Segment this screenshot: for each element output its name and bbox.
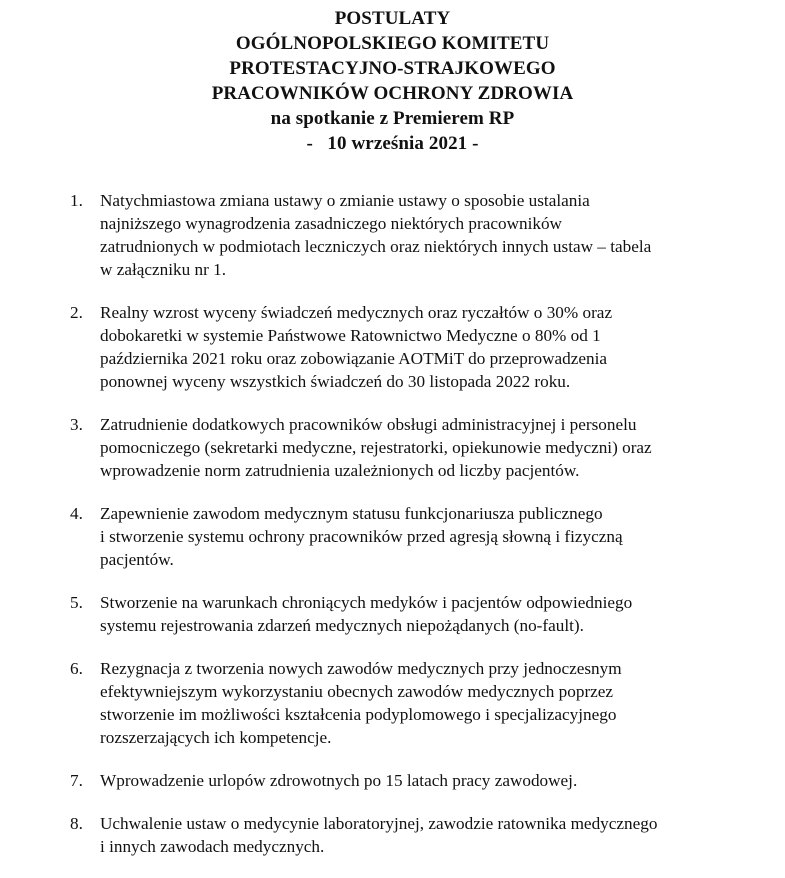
postulate-number: 4. <box>70 504 83 523</box>
header-committee-line-1: OGÓLNOPOLSKIEGO KOMITETU <box>235 33 550 54</box>
postulate-number: 2. <box>70 303 83 322</box>
postulate-text-line: pacjentów. <box>100 550 174 569</box>
postulate-text-line: października 2021 roku oraz zobowiązanie AOTMiT do przeprowadzenia <box>100 349 607 368</box>
postulate-text-line: efektywniejszym wykorzystaniu obecnych zawodów medycznych poprzez <box>100 682 614 701</box>
postulate-7 <box>70 769 760 792</box>
postulate-text-line: Stworzenie na warunkach chroniących medyków i pacjentów odpowiedniego <box>100 593 633 612</box>
postulate-text-line: Realny wzrost wyceny świadczeń medycznych oraz ryczałtów o 30% oraz <box>100 303 613 322</box>
postulate-3 <box>70 413 760 482</box>
postulate-text-line: systemu rejestrowania zdarzeń medycznych niepożądanych (no-fault). <box>100 616 584 635</box>
postulate-text-line: Uchwalenie ustaw o medycynie laboratoryjnej, zawodzie ratownika medycznego <box>100 814 658 833</box>
postulate-5 <box>70 591 760 637</box>
postulate-number: 5. <box>70 593 83 612</box>
postulate-text-line: Natychmiastowa zmiana ustawy o zmianie ustawy o sposobie ustalania <box>100 191 590 210</box>
postulate-text-line: zatrudnionych w podmiotach leczniczych oraz niektórych innych ustaw – tabela <box>100 237 652 256</box>
header-committee-line-3: PRACOWNIKÓW OCHRONY ZDROWIA <box>211 83 574 104</box>
postulate-text-line: ponownej wyceny wszystkich świadczeń do 30 listopada 2022 roku. <box>100 372 571 391</box>
postulate-text-line: w załączniku nr 1. <box>100 260 226 279</box>
postulate-text-line: najniższego wynagrodzenia zasadniczego niektórych pracowników <box>100 214 562 233</box>
postulate-number: 6. <box>70 659 83 678</box>
postulate-text-line: pomocniczego (sekretarki medyczne, rejestratorki, opiekunowie medyczni) oraz <box>100 438 652 457</box>
header-committee-line-2: PROTESTACYJNO-STRAJKOWEGO <box>229 58 556 79</box>
postulate-text-line: rozszerzających ich kompetencje. <box>100 728 332 747</box>
postulates-list <box>70 189 760 878</box>
postulate-text-line: Wprowadzenie urlopów zdrowotnych po 15 latach pracy zawodowej. <box>100 771 578 790</box>
postulate-number: 7. <box>70 771 83 790</box>
postulate-text-line: i stworzenie systemu ochrony pracowników przed agresją słowną i fizyczną <box>100 527 623 546</box>
postulate-text-line: stworzenie im możliwości kształcenia podyplomowego i specjalizacyjnego <box>100 705 617 724</box>
postulate-6 <box>70 657 760 749</box>
postulate-number: 1. <box>70 191 83 210</box>
header-occasion: na spotkanie z Premierem RP <box>270 108 515 129</box>
postulate-8 <box>70 812 760 858</box>
postulate-4 <box>70 502 760 571</box>
postulate-text-line: Zapewnienie zawodom medycznym statusu funkcjonariusza publicznego <box>100 504 603 523</box>
postulate-2 <box>70 301 760 393</box>
postulate-text-line: Rezygnacja z tworzenia nowych zawodów medycznych przy jednoczesnym <box>100 659 622 678</box>
postulate-number: 3. <box>70 415 83 434</box>
postulate-text-line: dobokaretki w systemie Państwowe Ratownictwo Medyczne o 80% od 1 <box>100 326 601 345</box>
postulate-text-line: i innych zawodach medycznych. <box>100 837 325 856</box>
postulate-1 <box>70 189 760 281</box>
header-date: - 10 września 2021 - <box>306 133 479 154</box>
postulate-number: 8. <box>70 814 83 833</box>
document-header <box>0 6 785 156</box>
postulate-text-line: wprowadzenie norm zatrudnienia uzależnionych od liczby pacjentów. <box>100 461 580 480</box>
postulate-text-line: Zatrudnienie dodatkowych pracowników obsługi administracyjnej i personelu <box>100 415 637 434</box>
header-title: POSTULATY <box>334 8 451 29</box>
